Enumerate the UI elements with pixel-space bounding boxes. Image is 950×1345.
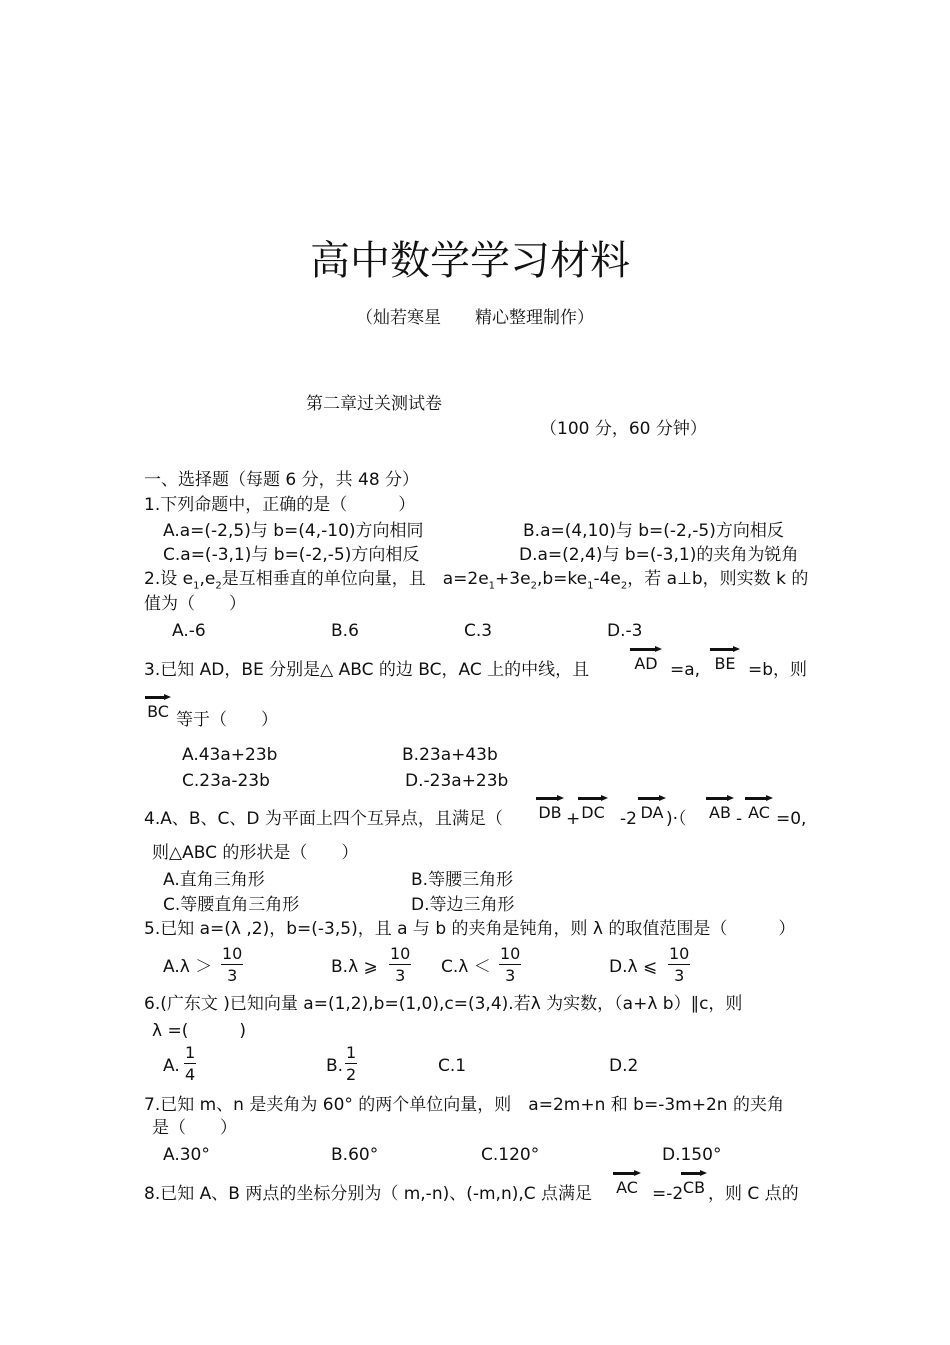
- q4-option-a: A.直角三角形: [163, 870, 265, 890]
- page-subtitle: （灿若寒星 精心整理制作）: [356, 308, 594, 328]
- q8-stem-end: ，则 C 点的: [708, 1184, 799, 1204]
- q5-fraction-c: $\frac{10}{3}$: [500, 944, 521, 985]
- q6-option-c: C.1: [438, 1056, 467, 1076]
- q3-vector-be: BE: [710, 646, 740, 673]
- q1-option-d: D.a=(2,4)与 b=(-3,1)的夹角为锐角: [519, 545, 799, 565]
- q8-stem: 8.已知 A、B 两点的坐标分别为（ m,-n)、(-m,n),C 点满足: [144, 1184, 593, 1204]
- q2-stem-line2: 值为（ ）: [144, 594, 246, 614]
- q6-option-a: A.: [163, 1056, 180, 1076]
- q3-stem: 3.已知 AD，BE 分别是△ ABC 的边 BC，AC 上的中线，且: [144, 660, 590, 680]
- q3-option-a: A.43a+23b: [182, 745, 278, 765]
- q4-minus: -: [736, 809, 743, 829]
- q3-eq2: =b，则: [748, 660, 808, 680]
- q7-stem: 7.已知 m、n 是夹角为 60° 的两个单位向量，则 a=2m+n 和 b=-3m+2n 的夹角: [144, 1095, 784, 1115]
- q3-vector-ad: AD: [630, 646, 662, 673]
- q2-option-b: B.6: [331, 621, 359, 641]
- q4-end: =0,: [776, 809, 807, 829]
- q2-stem: 2.设 $e_1,e_2$是互相垂直的单位向量，且 $a=2e_1+3e_2,b=ke_1-4e_2$，若 a⊥b，则实数 k 的: [144, 569, 809, 592]
- q4-option-b: B.等腰三角形: [411, 870, 514, 890]
- section-heading: 一、选择题（每题 6 分，共 48 分）: [144, 470, 420, 490]
- vector-arrow-icon: [638, 795, 666, 802]
- q8-vector-ac: AC: [613, 1170, 641, 1197]
- q4-option-c: C.等腰直角三角形: [163, 895, 300, 915]
- q7-option-b: B.60°: [331, 1145, 379, 1165]
- q7-option-c: C.120°: [481, 1145, 540, 1165]
- q3-stem-end: 等于（ ）: [176, 710, 278, 730]
- q6-stem: 6.(广东文 )已知向量 a=(1,2),b=(1,0),c=(3,4).若λ 为实数，（a+λ b）∥c，则: [144, 994, 743, 1014]
- q4-minus2: -2: [620, 809, 637, 829]
- q6-stem-line2: λ =( ): [152, 1021, 246, 1041]
- vector-arrow-icon: [630, 646, 662, 653]
- q4-option-d: D.等边三角形: [411, 895, 515, 915]
- q2-option-a: A.-6: [172, 621, 206, 641]
- q2-option-d: D.-3: [607, 621, 643, 641]
- q8-eq: =-2: [652, 1184, 684, 1204]
- q4-dot: )·（: [666, 809, 687, 829]
- q3-option-c: C.23a-23b: [182, 771, 270, 791]
- q5-fraction-a: $\frac{10}{3}$: [222, 944, 243, 985]
- q4-plus: +: [566, 809, 581, 829]
- q1-option-c: C.a=(-3,1)与 b=(-2,-5)方向相反: [163, 545, 420, 565]
- q5-option-c: C.λ ＜: [441, 957, 491, 977]
- q5-stem: 5.已知 a=(λ ,2)，b=(-3,5)，且 a 与 b 的夹角是钝角，则 λ 的取值范围是（ ）: [144, 919, 796, 939]
- vector-arrow-icon: [145, 694, 171, 701]
- exam-score-time: （100 分，60 分钟）: [540, 419, 707, 439]
- page-title: 高中数学学习材料: [310, 238, 630, 284]
- q6-option-b: B.: [326, 1056, 344, 1076]
- q5-fraction-d: $\frac{10}{3}$: [669, 944, 690, 985]
- q3-eq1: =a,: [670, 660, 701, 680]
- q1-option-a: A.a=(-2,5)与 b=(4,-10)方向相同: [163, 521, 424, 541]
- q6-fraction-b: $\frac{1}{2}$: [346, 1043, 357, 1084]
- q1-stem: 1.下列命题中，正确的是（ ）: [144, 495, 416, 515]
- q1-option-b: B.a=(4,10)与 b=(-2,-5)方向相反: [523, 521, 784, 541]
- q3-option-d: D.-23a+23b: [405, 771, 509, 791]
- vector-arrow-icon: [536, 795, 564, 802]
- q3-vector-bc: BC: [145, 694, 171, 721]
- vector-arrow-icon: [578, 795, 608, 802]
- exam-name: 第二章过关测试卷: [306, 394, 442, 414]
- q3-option-b: B.23a+43b: [402, 745, 498, 765]
- q8-vector-cb: CB: [681, 1170, 707, 1197]
- vector-arrow-icon: [613, 1170, 641, 1177]
- q6-fraction-a: $\frac{1}{4}$: [185, 1043, 196, 1084]
- q4-vector-db: DB: [536, 795, 564, 822]
- q5-option-a: A.λ ＞: [163, 957, 213, 977]
- vector-arrow-icon: [745, 795, 773, 802]
- q4-vector-ab: AB: [706, 795, 734, 822]
- q5-option-d: D.λ ⩽: [609, 957, 658, 977]
- q7-option-a: A.30°: [163, 1145, 210, 1165]
- vector-arrow-icon: [710, 646, 740, 653]
- q4-vector-ac: AC: [745, 795, 773, 822]
- q4-stem-line2: 则△ABC 的形状是（ ）: [152, 843, 359, 863]
- q4-vector-dc: DC: [578, 795, 608, 822]
- q5-fraction-b: $\frac{10}{3}$: [390, 944, 411, 985]
- q7-stem-line2: 是（ ）: [152, 1118, 237, 1138]
- vector-arrow-icon: [681, 1170, 707, 1177]
- vector-arrow-icon: [706, 795, 734, 802]
- q6-option-d: D.2: [609, 1056, 639, 1076]
- q4-stem: 4.A、B、C、D 为平面上四个互异点，且满足（: [144, 809, 503, 829]
- q4-vector-da: DA: [638, 795, 666, 822]
- q7-option-d: D.150°: [662, 1145, 722, 1165]
- q5-option-b: B.λ ⩾: [331, 957, 378, 977]
- q2-option-c: C.3: [464, 621, 493, 641]
